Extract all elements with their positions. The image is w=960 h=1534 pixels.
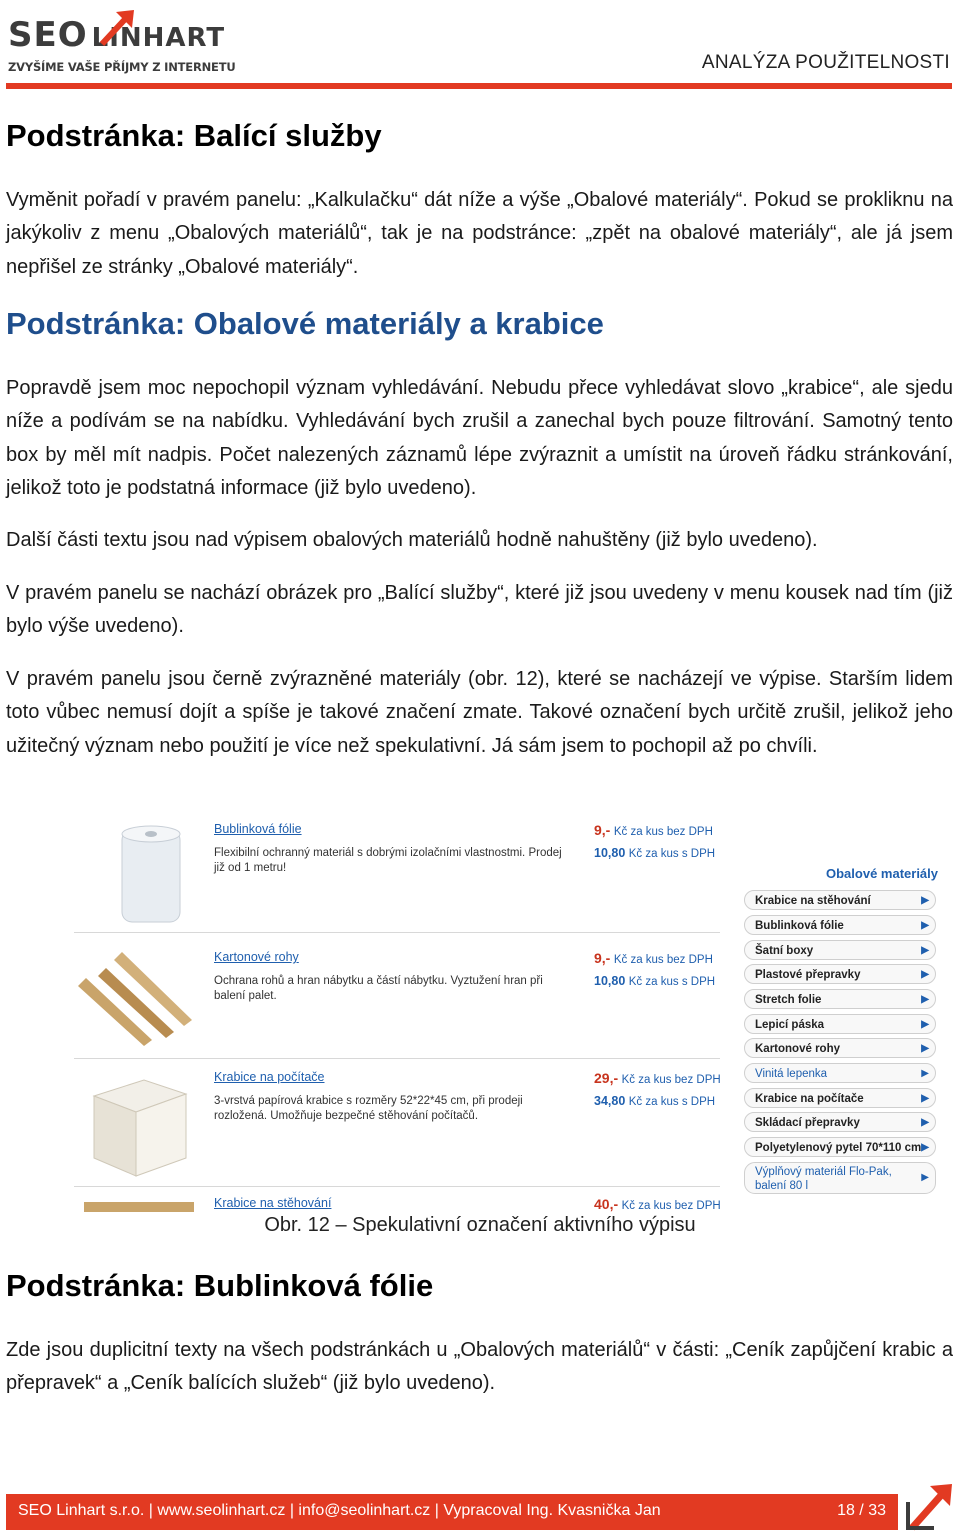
heading-obalove-materialy: Podstránka: Obalové materiály a krabice [6, 306, 604, 341]
seolinhart-logo[interactable] [8, 8, 280, 78]
heading-bublinkova-folie: Podstránka: Bublinková fólie [6, 1268, 434, 1303]
paragraph-balici-sluzby: Vyměnit pořadí v pravém panelu: „Kalkulačku“ dát níže a výše „Obalové materiály“. Pokud se prokliknu na jakýkoliv z menu „Obalových materiálů“, tak je na podstránce: „zpět na obalové materiály“, ale já jsem nepřišel ze stránky „Obalové materiály“. [6, 189, 953, 278]
panel-item[interactable]: Lepicí páska ▶ [744, 1014, 936, 1034]
heading-balici-sluzby: Podstránka: Balící služby [6, 118, 382, 153]
logo-seo: SEO [8, 15, 88, 55]
header-divider [6, 83, 952, 89]
page-footer [6, 1494, 898, 1530]
logo-slogan: ZVYŠÍME VAŠE PŘÍJMY Z INTERNETU [8, 60, 236, 74]
price-with-vat: 34,80 Kč za kus s DPH [594, 1094, 716, 1108]
cardboard-corners-image [74, 946, 204, 1056]
list-item [74, 812, 720, 933]
arrow-right-icon: ▶ [921, 920, 929, 931]
list-item [74, 942, 720, 1059]
moving-box-image [74, 1200, 204, 1212]
product-list [74, 812, 720, 1214]
price-without-vat: 40,- Kč za kus bez DPH [594, 1196, 721, 1212]
computer-box-image [74, 1066, 204, 1184]
arrow-right-icon: ▶ [921, 1093, 929, 1104]
figure-caption: Obr. 12 – Spekulativní označení aktivního výpisu [264, 1214, 696, 1236]
item-description: 3-vrstvá papírová krabice s rozměry 52*22*45 cm, při prodeji rozložená. Umožňuje bezpečné stěhování počítačů. [214, 1095, 523, 1122]
panel-item[interactable]: Vinitá lepenka ▶ [744, 1063, 936, 1083]
list-item [74, 1190, 720, 1213]
item-title[interactable]: Krabice na stěhování [214, 1196, 332, 1210]
panel-item[interactable]: Polyetylenový pytel 70*110 cm ▶ [744, 1137, 936, 1157]
paragraph-nahusteni: Další části textu jsou nad výpisem obalových materiálů hodně nahuštěny (již bylo uvedeno). [6, 529, 818, 551]
panel-title: Obalové materiály [826, 866, 938, 881]
arrow-right-icon: ▶ [921, 969, 929, 980]
panel-item[interactable]: Bublinková fólie ▶ [744, 915, 936, 935]
panel-item[interactable]: Skládací přepravky ▶ [744, 1112, 936, 1132]
price-without-vat: 9,- Kč za kus bez DPH [594, 950, 713, 966]
panel-item[interactable]: Kartonové rohy ▶ [744, 1038, 936, 1058]
list-item [74, 1062, 720, 1187]
panel-item[interactable]: Krabice na počítače ▶ [744, 1088, 936, 1108]
arrow-right-icon: ▶ [921, 1142, 929, 1153]
arrow-right-icon: ▶ [921, 1019, 929, 1030]
item-description: Ochrana rohů a hran nábytku a částí nábytku. Vyztužení hran při balení palet. [214, 975, 543, 1002]
item-title[interactable]: Krabice na počítače [214, 1070, 325, 1084]
panel-item[interactable]: Stretch folie ▶ [744, 989, 936, 1009]
item-title[interactable]: Bublinková fólie [214, 822, 302, 836]
panel-item[interactable]: Výplňový materiál Flo-Pak, balení 80 l ▶ [744, 1162, 936, 1194]
logo-linhart: LINHART [91, 23, 226, 53]
paragraph-bublinkova-folie: Zde jsou duplicitní texty na všech podstránkách u „Obalových materiálů“ v části: „Ceník zapůjčení krabic a přepravek“ a „Ceník balících služeb“ (již bylo uvedeno). [6, 1339, 953, 1395]
page-number: 18 / 33 [837, 1502, 886, 1519]
item-title[interactable]: Kartonové rohy [214, 950, 299, 964]
price-without-vat: 29,- Kč za kus bez DPH [594, 1070, 721, 1086]
paragraph-zvyraznene-materialy: V pravém panelu jsou černě zvýrazněné materiály (obr. 12), které se nacházejí ve výpise. Starším lidem toto vůbec nemusí dojít a spíše je takové značení zmate. Takové označení bych určitě zrušil, jelikož jeho užitečný význam nebo použití je více než spekulativní. Já sám jsem to pochopil až po chvíli. [6, 668, 953, 757]
arrow-right-icon: ▶ [921, 1043, 929, 1054]
paragraph-vyhledavani: Popravdě jsem moc nepochopil význam vyhledávání. Nebudu přece vyhledávat slovo „krabice“, ale sjedu níže a podívám se na nabídku. Vyhledávání bych zrušil a zanechal bych pouze filtrování. Samotný tento box by měl mít nadpis. Počet nalezených záznamů lépe zvýraznit a umístit na úroveň řádku stránkování, jelikož toto je podstatná informace (již bylo uvedeno). [6, 377, 953, 499]
arrow-right-icon: ▶ [921, 895, 929, 906]
footer-text: SEO Linhart s.r.o. | www.seolinhart.cz | info@seolinhart.cz | Vypracoval Ing. Kvasnička Jan [18, 1502, 661, 1519]
document-title: ANALÝZA POUŽITELNOSTI [701, 52, 950, 73]
item-description: Flexibilní ochranný materiál s dobrými izolačními vlastnostmi. Prodej již od 1 metru! [214, 847, 562, 874]
panel-item[interactable]: Plastové přepravky ▶ [744, 964, 936, 984]
price-with-vat: 10,80 Kč za kus s DPH [594, 846, 716, 860]
right-panel [744, 812, 944, 1214]
logo-arrow-icon [96, 8, 136, 48]
paragraph-pravy-panel: V pravém panelu se nachází obrázek pro „Balící služby“, které již jsou uvedeny v menu kousek nad tím (již bylo výše uvedeno). [6, 582, 953, 638]
figure-screenshot [74, 812, 944, 1214]
price-with-vat: 10,80 Kč za kus s DPH [594, 974, 716, 988]
arrow-right-icon: ▶ [921, 1117, 929, 1128]
panel-item[interactable]: Krabice na stěhování ▶ [744, 890, 936, 910]
price-without-vat: 9,- Kč za kus bez DPH [594, 822, 713, 838]
arrow-right-icon: ▶ [921, 945, 929, 956]
footer-arrow-icon [904, 1482, 954, 1532]
page-header [0, 0, 960, 92]
arrow-right-icon: ▶ [921, 1068, 929, 1079]
arrow-right-icon: ▶ [921, 1172, 929, 1183]
panel-item[interactable]: Šatní boxy ▶ [744, 940, 936, 960]
arrow-right-icon: ▶ [921, 994, 929, 1005]
bubble-wrap-image [74, 820, 204, 932]
